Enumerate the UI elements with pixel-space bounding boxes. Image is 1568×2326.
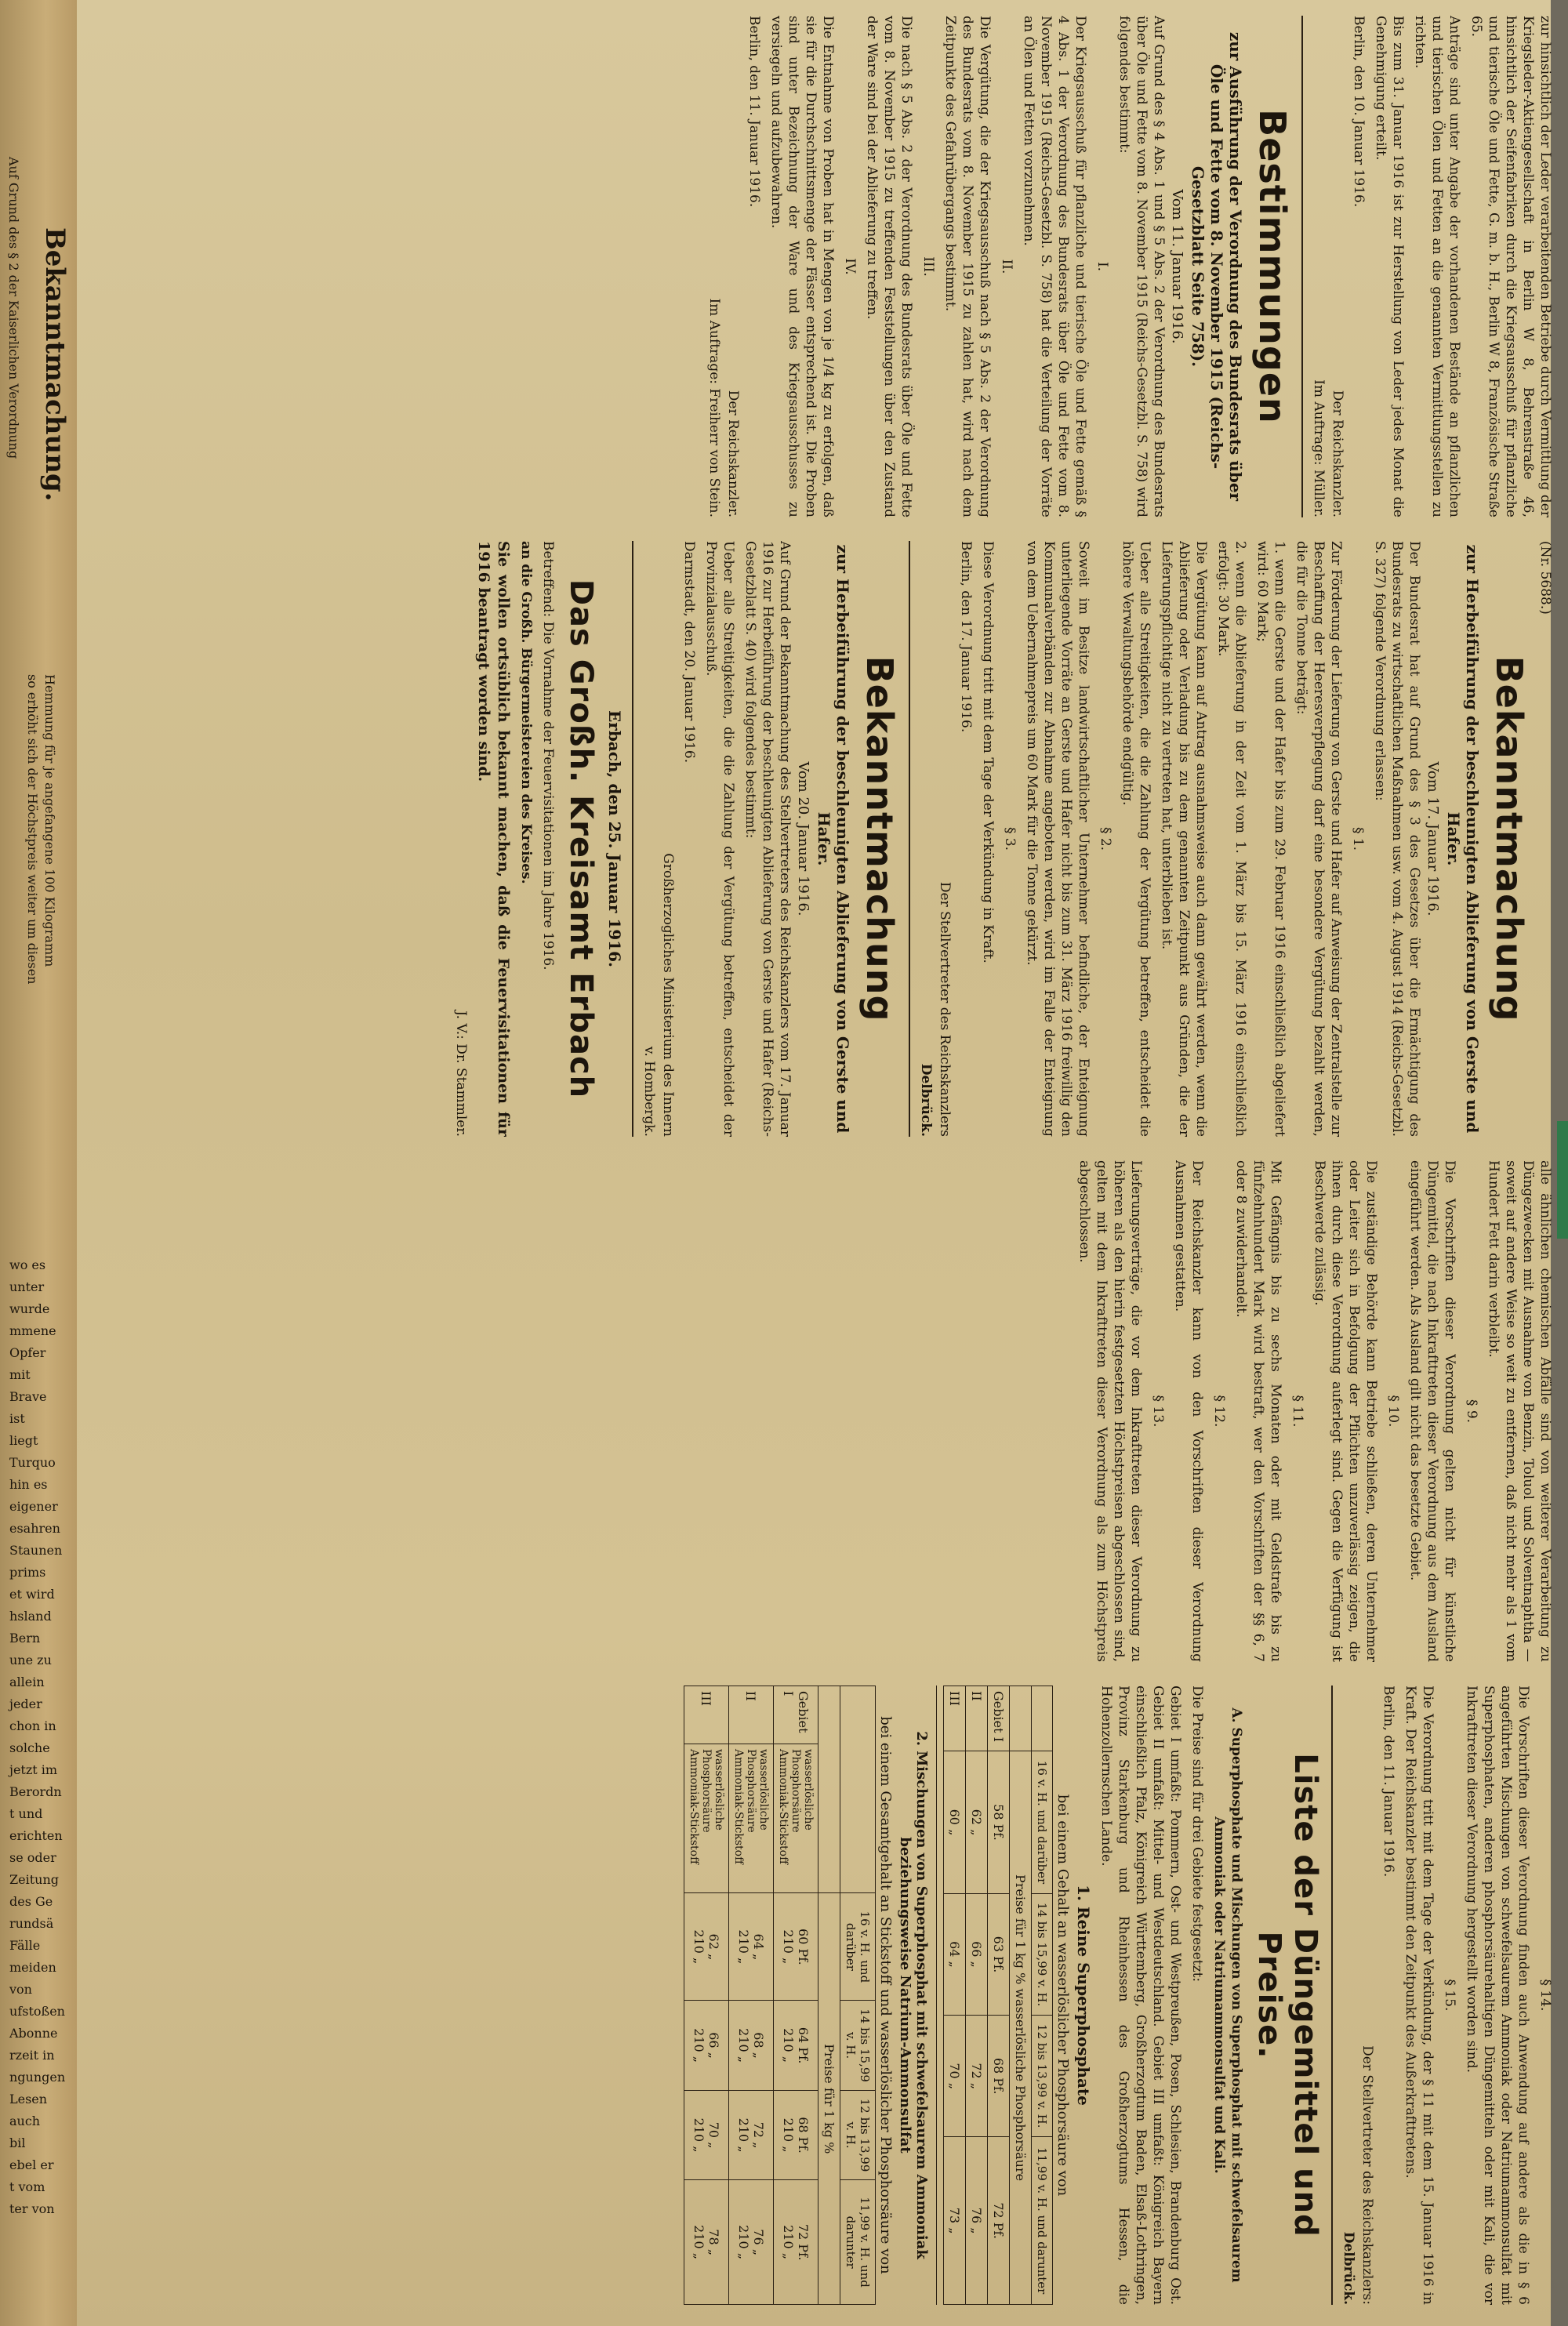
- sublabel: Ammoniak-Stickstoff: [777, 1748, 789, 1865]
- cell-value: 210 „: [781, 2117, 796, 2153]
- table-header-cell: 12 bis 13,99 v. H.: [1032, 2016, 1053, 2137]
- col1-subheading: zur Ausführung der Verordnung des Bundesrats über Öle und Fette vom 8. November 1915 (Reichs-Gesetzblatt Seite 758).: [1189, 31, 1245, 502]
- cell-value: 78 „: [706, 2229, 721, 2255]
- left-fragment-word: t vom: [9, 2179, 45, 2194]
- col3-paragraph: alle ähnlichen chemischen Abfälle sind von weiterer Verarbeitung zu Düngezwecken mit Ausnahme von Benzin, Toluol und Solventnaphtha — soweit auf andere Weise so weit zu entfernen, daß nicht mehr als 1 vom Hundert Fett darin verbleibt.: [1486, 1160, 1553, 1662]
- col4-divider: [1331, 1686, 1333, 2305]
- col2-paragraph: Diese Verordnung tritt mit dem Tage der Verkündung in Kraft.: [980, 541, 996, 963]
- col2-signature-role: Der Stellvertreter des Reichskanzlers: [937, 881, 953, 1137]
- col3-paragraph: Die zuständige Behörde kann Betriebe schließen, deren Unternehmer oder Leiter sich in Befolgung der Pflichten unzuverlässig zeigen, die ihnen durch diese Verordnung auferlegt sind. Gegen die Verfügung ist Beschwerde zulässig.: [1312, 1160, 1379, 1662]
- left-page-edge: [0, 0, 77, 2326]
- table-header-cell: 16 v. H. und darüber: [840, 1893, 876, 2001]
- sublabel: wasserlösliche Phosphorsäure: [700, 1748, 725, 1833]
- table-header-cell: [840, 1686, 876, 1893]
- cell-value: 62 „: [706, 1933, 721, 1961]
- left-fragment-word: allein: [9, 1675, 45, 1689]
- col3-paragraph: Der Reichskanzler kann von den Vorschriften dieser Verordnung Ausnahmen gestatten.: [1172, 1160, 1205, 1662]
- col1-date-line: Berlin, den 10. Januar 1916.: [1351, 16, 1367, 208]
- left-fragment-word: eigener: [9, 1499, 58, 1514]
- cell-value: 64 „: [751, 1933, 766, 1961]
- col2-paragraph: § 2.: [1098, 826, 1113, 851]
- table-cell: 73 „: [944, 2137, 966, 2305]
- table-cell: 62 „: [966, 1751, 988, 1894]
- left-fragment-word: meiden: [9, 1960, 56, 1975]
- table-row: [944, 1686, 966, 2305]
- col3-paragraph: Lieferungsverträge, die vor dem Inkrafttreten dieser Verordnung zu höheren als den hierin festgesetzten Höchstpreisen abgeschlossen sind, gelten mit dem Inkrafttreten dieser Verordnung als zum Höchstpreis abgeschlossen.: [1076, 1160, 1144, 1662]
- table-row-sublabels: [684, 1744, 729, 1892]
- regions-description: Gebiet I umfaßt: Pommern, Ost- und Westpreußen, Posen, Schlesien, Brandenburg Ost. Gebiet II umfaßt: Mittel- und Westdeutschland. Gebiet III umfaßt: Königreich Bayern einschließlich Pfalz, Königreich Württemberg, Großherzogtum Baden, Elsaß-Lothringen, Provinz Starkenburg und Rheinhessen des Großherzogtums Hessen, die Hohenzollernschen Lande.: [1098, 1686, 1183, 2305]
- left-fragment-word: ter von: [9, 2201, 55, 2216]
- cell-value: 210 „: [736, 2225, 751, 2260]
- col2-paragraph: § 3.: [1002, 826, 1018, 851]
- cell-value: 210 „: [691, 2225, 706, 2260]
- left-fragment-word: mit: [9, 1367, 31, 1382]
- col1-signature-role-2: Der Reichskanzler.: [725, 390, 741, 517]
- col1-body: Die Entnahme von Proben hat in Mengen von je 1/4 kg zu erfolgen, daß sie für die Durchschnittsmenge der Fässer entsprechend ist. Die Proben sind unter Bezeichnung der Ware und des Kriegsausschusses zu versiegeln und aufzubewahren.: [768, 16, 836, 517]
- table-unit-row: [1010, 1686, 1032, 2305]
- kreis-betreffend: Betreffend: Die Vornahme der Feuervisitationen im Jahre 1916.: [540, 541, 556, 971]
- table-row: [729, 1686, 774, 2305]
- col2-date: Vom 17. Januar 1916.: [1425, 761, 1441, 916]
- table-cell: [818, 1686, 840, 1893]
- col1-body: II.: [999, 259, 1014, 274]
- col1-body: Die nach § 5 Abs. 2 der Verordnung des Bundesrats über Öle und Fette vom 8. November 1915 zu treffenden Feststellungen über den Zustand der Ware sind bei der Ablieferung zu treffen.: [864, 16, 914, 517]
- table-cell: [1010, 1686, 1032, 1751]
- col1-body: IV.: [842, 258, 858, 275]
- kreis-heading: Das Großh. Kreisamt Erbach: [563, 579, 599, 1099]
- cell-value: 210 „: [781, 2028, 796, 2063]
- left-fragment-word: Fälle: [9, 1938, 41, 1953]
- table-row: [966, 1686, 988, 2305]
- left-fragment-word: Brave: [9, 1389, 47, 1404]
- table-cell: 58 Pf.: [988, 1751, 1010, 1894]
- left-fragment-word: se oder: [9, 1850, 56, 1865]
- table-row: [684, 1686, 729, 2305]
- table-row-sublabels: [774, 1744, 818, 1892]
- left-fragment-word: prims: [9, 1565, 46, 1580]
- cell-value: 210 „: [781, 1929, 796, 1965]
- table-cell: [684, 2090, 729, 2179]
- kreis-addressee: an die Großh. Bürgermeistereien des Kreises.: [518, 541, 534, 884]
- left-fragment-word: et wird: [9, 1587, 55, 1602]
- col2-subheading: zur Herbeiführung der beschleunigten Ablieferung von Gerste und Hafer.: [1444, 544, 1482, 1134]
- left-fragment-word: jetzt im: [9, 1762, 58, 1777]
- col2-date-line-2: Darmstadt, den 20. Januar 1916.: [681, 541, 697, 764]
- col2-subheading-2: zur Herbeiführung der beschleunigten Ablieferung von Gerste und Hafer.: [815, 544, 852, 1134]
- cell-value: 210 „: [736, 2117, 751, 2153]
- col1-body: Der Kriegsausschuß für pflanzliche und tierische Öle und Fette gemäß § 4 Abs. 1 der Verordnung des Bundesrats über Öle und Fette vom 8. November 1915 (Reichs-Gesetzbl. S. 758) hat die Verteilung der Vorräte an Ölen und Fetten vorzunehmen.: [1021, 16, 1088, 517]
- table-header-cell: 11,99 v. H. und darunter: [1032, 2137, 1053, 2305]
- table2-subtitle: bei einem Gesamtgehalt an Stickstoff und wasserlöslicher Phosphorsäure von: [877, 1716, 894, 2274]
- col2-paragraph-2: Auf Grund der Bekanntmachung des Stellvertreters des Reichskanzlers vom 17. Januar 1916 zur Herbeiführung der beschleunigten Ablieferung von Gerste und Hafer (Reichs-Gesetzblatt S. 40) wird folgendes bestimmt:: [742, 541, 793, 1137]
- sublabel: Ammoniak-Stickstoff: [732, 1748, 745, 1865]
- col2-paragraph: 2. wenn die Ablieferung in der Zeit vom 1. März bis 15. März 1916 einschließlich erfolgt: 30 Mark.: [1215, 541, 1248, 1137]
- table-cell: [774, 1893, 818, 2001]
- left-fragment-word: ngungen: [9, 2070, 66, 2085]
- left-fragment-word: Staunen: [9, 1543, 63, 1558]
- table-row: [988, 1686, 1010, 2305]
- cell-value: 210 „: [736, 1929, 751, 1965]
- col1-body: III.: [920, 256, 936, 277]
- col4-signature-name: Delbrück.: [1341, 2231, 1356, 2305]
- left-fragment-word: une zu: [9, 1653, 52, 1667]
- left-fragment-word: hsland: [9, 1609, 52, 1624]
- regions-intro: Die Preise sind für drei Gebiete festgesetzt:: [1189, 1686, 1205, 1983]
- left-fragment-word: ufstoßen: [9, 2004, 65, 2019]
- left-fragment-word: Zeitung: [9, 1872, 59, 1887]
- left-fragment-word: Berordn: [9, 1784, 62, 1799]
- table-cell: [684, 2001, 729, 2090]
- column-3: [127, 1160, 1560, 1662]
- left-fragment-word: bil: [9, 2135, 26, 2150]
- table-header-cell: 11,99 v. H. und darunter: [840, 2180, 876, 2305]
- col2-paragraph: § 1.: [1350, 826, 1366, 851]
- table-cell: [774, 2001, 818, 2090]
- cell-value: 68 Pf.: [796, 2117, 811, 2154]
- left-fragment-words: [9, 1254, 74, 2220]
- table-cell: [729, 2001, 774, 2090]
- cell-value: 210 „: [736, 2028, 751, 2063]
- cell-value: 210 „: [781, 2225, 796, 2260]
- col4-signature-role: Der Stellvertreter des Reichskanzlers:: [1359, 2045, 1375, 2305]
- col1-paragraphs: [1372, 16, 1554, 517]
- cell-value: 72 Pf.: [796, 2223, 811, 2261]
- left-fragment-line: Hemmung für je angefangene 100 Kilogramm: [42, 674, 57, 967]
- col1-date-line-2: Berlin, den 11. Januar 1916.: [746, 16, 762, 208]
- table-cell: 60 „: [944, 1751, 966, 1894]
- col2-divider-2: [632, 541, 633, 1137]
- col3-paragraph: § 12.: [1211, 1395, 1227, 1428]
- col4-paragraph: § 14.: [1537, 1979, 1553, 2012]
- table-cell: [729, 2090, 774, 2179]
- cell-value: 64 Pf.: [796, 2027, 811, 2064]
- col2-heading-2: Bekanntmachung: [858, 655, 901, 1022]
- table-row-label: Gebiet I: [774, 1686, 818, 1744]
- table-header-cell: 12 bis 13,99 v. H.: [840, 2090, 876, 2179]
- left-fragment-word: t und: [9, 1806, 43, 1821]
- col2-date-line: Berlin, den 17. Januar 1916.: [958, 541, 974, 733]
- table-row-label: III: [944, 1686, 966, 1751]
- table-row-sublabels: [729, 1744, 774, 1892]
- col1-paragraph: Bis zum 31. Januar 1916 ist zur Herstellung von Leder jedes Monat die Genehmigung erteilt.: [1373, 16, 1406, 517]
- price-table-1: [943, 1686, 1053, 2305]
- col1-heading: Bestimmungen: [1251, 109, 1294, 424]
- sublabel: wasserlösliche Phosphorsäure: [745, 1748, 770, 1833]
- table-cell: [684, 1893, 729, 2001]
- col1-divider: [1301, 16, 1303, 517]
- col1-signature-name-2: Im Auftrage: Freiherr von Stein.: [706, 298, 722, 517]
- left-fragment-title: Bekanntmachung.: [39, 227, 71, 502]
- col1-body: Die Vergütung, die der Kriegsausschuß nach § 5 Abs. 2 der Verordnung des Bundesrats vom 8. November 1915 zu zahlen hat, wird nach dem Zeitpunkte des Gefahrübergangs bestimmt.: [942, 16, 993, 517]
- left-fragment-word: mmene: [9, 1323, 56, 1338]
- table-row-label: II: [966, 1686, 988, 1751]
- table-cell: [774, 2090, 818, 2179]
- cell-value: 72 „: [751, 2121, 766, 2149]
- left-fragment-word: ist: [9, 1411, 25, 1426]
- col2-paragraph-2: Ueber alle Streitigkeiten, die die Zahlung der Vergütung betreffen, entscheidet der Provinzialausschuß.: [703, 541, 736, 1137]
- left-fragment-word: wurde: [9, 1301, 50, 1316]
- left-fragment-word: rzeit in: [9, 2048, 55, 2063]
- col4-paragraph: Die Verordnung tritt mit dem Tage der Verkündung, der § 11 mit dem 15. Januar 1916 in Kraft. Der Reichskanzler bestimmt den Zeitpunkt des Außerkrafttretens.: [1403, 1686, 1436, 2305]
- table-cell: 76 „: [966, 2137, 988, 2305]
- col4-date-line: Berlin, den 11. Januar 1916.: [1381, 1686, 1396, 1878]
- table-cell: [684, 2180, 729, 2305]
- col1-paragraph: Anträge sind unter Angabe der vorhandenen Bestände an pflanzlichen und tierischen Ölen und Fetten an die genannten Vermittlungsstellen zu richten.: [1412, 16, 1462, 517]
- table-header-row: [840, 1686, 876, 2305]
- table-header-cell: 14 bis 15,99 v. H.: [1032, 1893, 1053, 2015]
- table-header-cell: 16 v. H. und darüber: [1032, 1751, 1053, 1894]
- left-fragment-line: so erhöht sich der Höchstpreis weiter um diesen: [25, 674, 40, 985]
- table-row: [774, 1686, 818, 2305]
- left-fragment-word: Turquo: [9, 1455, 56, 1470]
- cell-value: 68 „: [751, 2032, 766, 2059]
- col1-paragraph: zur hinsichtlich der Leder verarbeitenden Betriebe durch Vermittlung der Kriegsleder-Aktiengesellschaft in Berlin W 8, Behrenstraße 46, hinsichtlich der Seifenfabriken durch die Kriegsausschuß für pflanzliche und tierische Öle und Fette, G. m. b. H., Berlin W 8, Französische Straße 65.: [1468, 16, 1553, 517]
- table-cell: 72 Pf.: [988, 2137, 1010, 2305]
- col1-signature-role: Der Reichskanzler.: [1330, 390, 1345, 517]
- left-fragment-word: esahren: [9, 1521, 60, 1536]
- table-header-cell: 14 bis 15,99 v. H.: [840, 2001, 876, 2090]
- table-cell: 64 „: [944, 1893, 966, 2015]
- left-fragment-word: des Ge: [9, 1894, 53, 1909]
- col2-paragraph: Der Bundesrat hat auf Grund des § 3 des Gesetzes über die Ermächtigung des Bundesrats zu wirtschaftlichen Maßnahmen usw. vom 4. August 1914 (Reichs-Gesetzbl. S. 327) folgende Verordnung erlassen:: [1372, 541, 1422, 1137]
- table-cell: [729, 2180, 774, 2305]
- price-table-2: [684, 1686, 876, 2305]
- col3-paragraph: Die Vorschriften dieser Verordnung gelten nicht für künstliche Düngemittel, die nach Inkrafttreten dieser Verordnung aus dem Ausland eingeführt werden. Als Ausland gilt nicht das besetzte Gebiet.: [1407, 1160, 1457, 1662]
- left-fragment-word: chon in: [9, 1718, 56, 1733]
- col2-date-2: Vom 20. Januar 1916.: [795, 761, 811, 916]
- table-unit-row: [818, 1686, 840, 2305]
- cell-value: 210 „: [691, 1929, 706, 1965]
- rotated-content: [133, 0, 1560, 2326]
- col2-number: (Nr. 5688.): [1537, 541, 1553, 615]
- table-header-cell: [1032, 1686, 1053, 1751]
- column-2: [127, 541, 1560, 1137]
- col2-paragraph: Ueber alle Streitigkeiten, die die Zahlung der Vergütung betreffen, entscheidet die höhere Verwaltungsbehörde endgültig.: [1120, 541, 1152, 1137]
- cell-value: 210 „: [691, 2028, 706, 2063]
- kreis-place-date: Erbach, den 25. Januar 1916.: [605, 710, 624, 967]
- left-fragment-word: unter: [9, 1279, 45, 1294]
- column-4: [127, 1686, 1560, 2305]
- col2-heading: Bekanntmachung: [1488, 655, 1530, 1022]
- col2-divider: [909, 541, 910, 1137]
- table1-title: 1. Reine Superphosphate: [1074, 1885, 1093, 2106]
- cell-value: 66 „: [706, 2032, 721, 2059]
- left-fragment-word: jeder: [9, 1696, 42, 1711]
- cell-value: 60 Pf.: [796, 1929, 811, 1965]
- col1-body: Auf Grund des § 4 Abs. 1 und § 5 Abs. 2 der Verordnung des Bundesrats über Öle und Fette vom 8. November 1915 (Reichs-Gesetzbl. S. 758) wird folgendes bestimmt:: [1116, 16, 1167, 517]
- table-row-label: III: [684, 1686, 729, 1744]
- table-cell: 72 „: [966, 2016, 988, 2137]
- left-fragment-word: auch: [9, 2114, 41, 2128]
- table-cell: [729, 1893, 774, 2001]
- left-fragment-word: rundsä: [9, 1916, 54, 1931]
- col3-paragraph: § 11.: [1290, 1395, 1305, 1428]
- left-fragment-word: liegt: [9, 1433, 38, 1448]
- table-row-label: Gebiet I: [988, 1686, 1010, 1751]
- left-fragment-word: Lesen: [9, 2092, 48, 2106]
- price-list-heading: Liste der Düngemittel und Preise.: [1251, 1753, 1323, 2237]
- col2-signature-name-2: v. Hombergk.: [641, 1046, 657, 1137]
- column-1: [127, 16, 1560, 517]
- col2-paragraph: 1. wenn die Gerste und der Hafer bis zum 29. Februar 1916 einschließlich abgeliefert wird: 60 Mark;: [1254, 541, 1287, 1137]
- left-fragment-word: solche: [9, 1740, 50, 1755]
- col3-paragraph: § 9.: [1464, 1399, 1479, 1424]
- left-fragment-word: erichten: [9, 1828, 63, 1843]
- col1-signature-name: Im Auftrage: Müller.: [1311, 379, 1327, 517]
- cell-value: 70 „: [706, 2121, 721, 2149]
- left-fragment-word: ebel er: [9, 2157, 54, 2172]
- table1-subtitle: bei einem Gehalt an wasserlöslicher Phosphorsäure von: [1054, 1794, 1071, 2197]
- left-fragment-word: wo es: [9, 1257, 46, 1272]
- table-row-label: II: [729, 1686, 774, 1744]
- table-header-row: [1032, 1686, 1053, 2305]
- col2-paragraph: Die Vergütung kann auf Antrag ausnahmsweise auch dann gewährt werden, wenn die Ablieferung oder Verladung bis zu dem genannten Zeitpunkt aus Gründen, die der Lieferungspflichtige nicht zu vertreten hat, unterblieben ist.: [1159, 541, 1209, 1137]
- col3-paragraph: § 13.: [1150, 1395, 1166, 1428]
- col1-body: I.: [1094, 261, 1110, 272]
- table-divider: [936, 1686, 937, 2305]
- col2-signature-name: Delbrück.: [918, 1063, 934, 1137]
- col4-paragraph: § 15.: [1442, 1979, 1457, 2012]
- left-fragment-word: von: [9, 1982, 32, 1997]
- col1-intro: Vom 11. Januar 1916.: [1169, 189, 1185, 344]
- left-fragment-word: Bern: [9, 1631, 41, 1646]
- sublabel: Ammoniak-Stickstoff: [688, 1748, 700, 1865]
- cell-value: 210 „: [691, 2117, 706, 2153]
- table-unit-cell: Preise für 1 kg % wasserlösliche Phosphorsäure: [1010, 1751, 1032, 2305]
- col2-paragraph: Soweit im Besitze landwirtschaftlicher Unternehmer befindliche, der Enteignung unterliegende Vorräte an Gerste und Hafer nicht bis zum 31. März 1916 freiwillig den Kommunalverbänden zur Abnahme angeboten werden, wird im Falle der Enteignung von dem Uebernahmepreis um 60 Mark für die Tonne gekürzt.: [1024, 541, 1091, 1137]
- col4-paragraph: Die Vorschriften dieser Verordnung finden auch Anwendung auf andere als die in § 6 angeführten Mischungen von schwefelsaurem Ammoniak oder Natriumammonsulfat mit Superphosphaten, anderen phosphorsäurehaltigen Düngemitteln oder mit Kali, die vor Inkrafttreten dieser Verordnung hergestellt worden sind.: [1464, 1686, 1531, 2305]
- table2-title: 2. Mischungen von Superphosphat mit schwefelsaurem Ammoniak beziehungsweise Natrium-Ammonsulfat: [897, 1731, 930, 2259]
- col2-ministry: Großherzogliches Ministerium des Innern: [660, 853, 676, 1137]
- table-cell: 70 „: [944, 2016, 966, 2137]
- table-cell: 66 „: [966, 1893, 988, 2015]
- price-list-section-a: A. Superphosphate und Mischungen von Superphosphat mit schwefelsaurem Ammoniak oder Natriumammonsulfat und Kali.: [1211, 1707, 1244, 2283]
- table-cell: 63 Pf.: [988, 1893, 1010, 2015]
- left-fragment: [3, 0, 74, 2326]
- left-fragment-word: Opfer: [9, 1345, 46, 1360]
- col3-paragraph: § 10.: [1385, 1395, 1401, 1428]
- left-fragment-word: Abonne: [9, 2026, 58, 2041]
- col3-paragraph: Mit Gefängnis bis zu sechs Monaten oder mit Geldstrafe bis zu fünfzehnhundert Mark wird bestraft, wer den Vorschriften der §§ 6, 7 oder 8 zuwiderhandelt.: [1233, 1160, 1283, 1662]
- left-fragment-line: Auf Grund des § 2 der Kaiserlichen Verordnung: [6, 157, 21, 459]
- table-cell: [774, 2180, 818, 2305]
- kreis-signature: J. V.: Dr. Stammler.: [453, 1011, 469, 1137]
- table-unit-cell: Preise für 1 kg %: [818, 1893, 840, 2305]
- cell-value: 76 „: [751, 2229, 766, 2255]
- sublabel: wasserlösliche Phosphorsäure: [789, 1748, 815, 1833]
- left-fragment-word: hin es: [9, 1477, 48, 1492]
- table-cell: 68 Pf.: [988, 2016, 1010, 2137]
- col2-paragraph: Zur Förderung der Lieferung von Gerste und Hafer auf Anweisung der Zentralstelle zur Beschaffung der Heeresverpflegung darf eine besondere Vergütung bezahlt werden, die für die Tonne beträgt:: [1294, 541, 1344, 1137]
- kreis-body: Sie wollen ortsüblich bekannt machen, daß die Feuervisitationen für 1916 beantragt worden sind.: [475, 541, 512, 1137]
